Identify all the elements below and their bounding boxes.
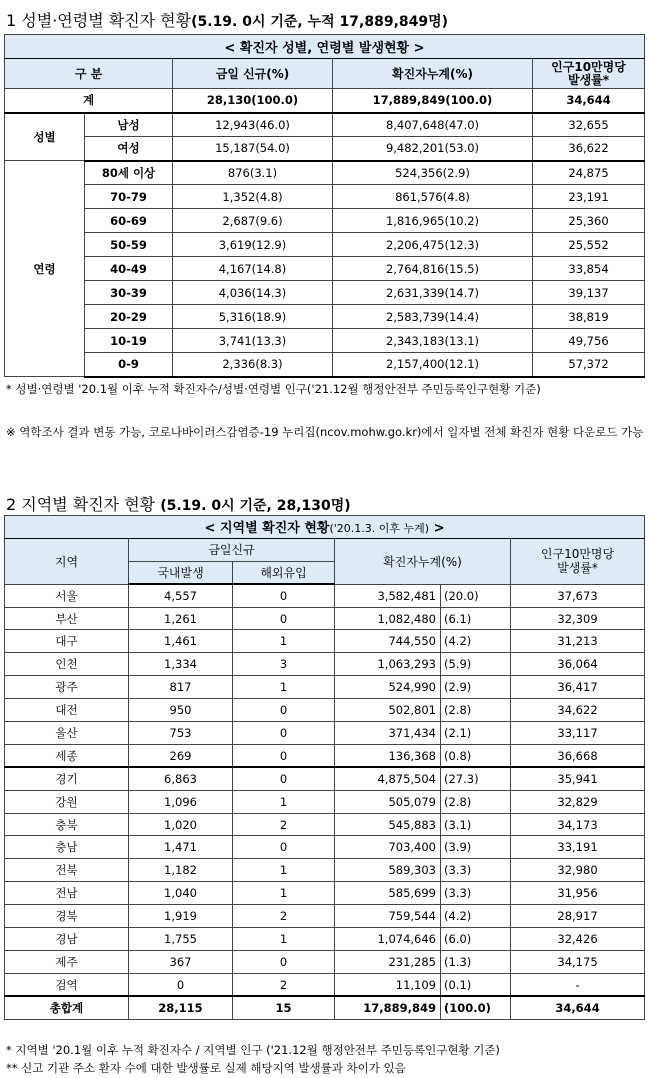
table-row — [5, 905, 645, 928]
row-region: 부산 — [5, 607, 129, 630]
row-cum: 1,074,646 — [335, 928, 441, 951]
table-caption-row — [5, 35, 645, 59]
table-header-row — [5, 538, 645, 561]
total-ovs: 15 — [233, 996, 335, 1019]
table-row — [5, 353, 645, 377]
gender-age-table — [4, 34, 645, 378]
row-cum: 8,407,648(47.0) — [333, 113, 533, 137]
section2-heading — [6, 492, 351, 515]
row-dom: 1,096 — [129, 790, 233, 813]
row-cum: 2,631,339(14.7) — [333, 281, 533, 305]
row-dom: 753 — [129, 722, 233, 745]
row-rate: 33,854 — [533, 257, 645, 281]
row-pct: (6.1) — [441, 607, 511, 630]
row-ovs: 1 — [233, 630, 335, 653]
row-rate: 31,213 — [511, 630, 645, 653]
table-row — [5, 722, 645, 745]
row-new: 2,687(9.6) — [173, 209, 333, 233]
row-dom: 1,461 — [129, 630, 233, 653]
header-region: 지역 — [5, 538, 129, 584]
row-cum: 703,400 — [335, 836, 441, 859]
section1-note2: ※ 역학조사 결과 변동 가능, 코로나바이러스감염증-19 누리집(ncov.mohw.go.kr)에서 일자별 전체 확진자 현황 다운로드 가능 — [6, 425, 644, 439]
row-rate: 37,673 — [511, 584, 645, 607]
row-cum: 744,550 — [335, 630, 441, 653]
table-row — [5, 859, 645, 882]
total-dom: 28,115 — [129, 996, 233, 1019]
table-row — [5, 584, 645, 607]
table-row — [5, 973, 645, 996]
row-pct: (3.1) — [441, 813, 511, 836]
total-row — [5, 996, 645, 1019]
row-rate: 35,941 — [511, 767, 645, 790]
table-row — [5, 209, 645, 233]
table-row — [5, 607, 645, 630]
row-pct: (2.8) — [441, 790, 511, 813]
table-row — [5, 161, 645, 185]
section1-number: 1 — [6, 11, 17, 30]
row-cum: 502,801 — [335, 699, 441, 722]
table-caption — [5, 516, 645, 539]
gender-group-label: 성별 — [5, 113, 85, 161]
row-rate: 57,372 — [533, 353, 645, 377]
row-label: 50-59 — [85, 233, 173, 257]
row-dom: 0 — [129, 973, 233, 996]
row-region: 검역 — [5, 973, 129, 996]
header-rate-line2: 발생률* — [567, 72, 610, 87]
table-row — [5, 928, 645, 951]
row-region: 전남 — [5, 882, 129, 905]
row-rate: 32,309 — [511, 607, 645, 630]
header-domestic: 국내발생 — [129, 561, 233, 584]
table-row — [5, 836, 645, 859]
row-cum: 4,875,504 — [335, 767, 441, 790]
header-rate — [511, 538, 645, 584]
row-ovs: 0 — [233, 950, 335, 973]
caption-sub: ('20.1.3. 이후 누계) — [329, 522, 430, 536]
row-rate: 34,173 — [511, 813, 645, 836]
row-pct: (6.0) — [441, 928, 511, 951]
table-row — [5, 329, 645, 353]
header-overseas: 해외유입 — [233, 561, 335, 584]
row-cum: 759,544 — [335, 905, 441, 928]
table-row — [5, 653, 645, 676]
row-dom: 817 — [129, 676, 233, 699]
section1-subtitle: (5.19. 0시 기준, 누적 17,889,849명) — [191, 14, 449, 30]
section2-title: 지역별 확진자 현황 — [21, 495, 156, 514]
table-row — [5, 767, 645, 790]
table-row — [5, 137, 645, 161]
row-label: 30-39 — [85, 281, 173, 305]
row-region: 경남 — [5, 928, 129, 951]
row-ovs: 0 — [233, 744, 335, 767]
row-rate: 49,756 — [533, 329, 645, 353]
header-category: 구 분 — [5, 59, 173, 89]
section2-subtitle: (5.19. 0시 기준, 28,130명) — [160, 498, 351, 514]
row-cum: 3,582,481 — [335, 584, 441, 607]
header-rate-line2: 발생률* — [557, 561, 598, 576]
row-cum: 9,482,201(53.0) — [333, 137, 533, 161]
row-new: 2,336(8.3) — [173, 353, 333, 377]
row-cum: 231,285 — [335, 950, 441, 973]
row-label: 10-19 — [85, 329, 173, 353]
region-rows — [5, 584, 645, 996]
section1-note1: * 성별·연령별 '20.1월 이후 누적 확진자수/성별·연령별 인구('21.12월 행정안전부 주민등록인구현황 기준) — [6, 382, 541, 396]
table-row — [5, 281, 645, 305]
table-row — [5, 699, 645, 722]
table-row — [5, 233, 645, 257]
row-pct: (27.3) — [441, 767, 511, 790]
row-label: 60-69 — [85, 209, 173, 233]
row-cum: 1,082,480 — [335, 607, 441, 630]
row-rate: 34,175 — [511, 950, 645, 973]
row-cum: 861,576(4.8) — [333, 185, 533, 209]
table-row — [5, 185, 645, 209]
section2-note2: ** 신고 기관 주소 환자 수에 대한 발생률로 실제 해당지역 발생률과 차이가 있음 — [6, 1061, 406, 1075]
caption-main: < 지역별 확진자 현황 — [204, 521, 330, 537]
row-cum: 2,764,816(15.5) — [333, 257, 533, 281]
row-rate: 25,360 — [533, 209, 645, 233]
row-region: 대전 — [5, 699, 129, 722]
row-rate: 28,917 — [511, 905, 645, 928]
section1-title: 성별·연령별 확진자 현황 — [21, 11, 192, 30]
table-row — [5, 882, 645, 905]
row-pct: (2.1) — [441, 722, 511, 745]
row-pct: (4.2) — [441, 630, 511, 653]
row-ovs: 1 — [233, 928, 335, 951]
row-region: 제주 — [5, 950, 129, 973]
row-cum: 545,883 — [335, 813, 441, 836]
row-dom: 1,755 — [129, 928, 233, 951]
row-new: 4,036(14.3) — [173, 281, 333, 305]
row-rate: 31,956 — [511, 882, 645, 905]
row-label: 40-49 — [85, 257, 173, 281]
row-dom: 950 — [129, 699, 233, 722]
row-rate: 34,622 — [511, 699, 645, 722]
total-pct: (100.0) — [441, 996, 511, 1019]
row-pct: (4.2) — [441, 905, 511, 928]
row-region: 대구 — [5, 630, 129, 653]
row-cum: 1,816,965(10.2) — [333, 209, 533, 233]
row-ovs: 0 — [233, 699, 335, 722]
row-region: 서울 — [5, 584, 129, 607]
table-row — [5, 790, 645, 813]
row-new: 3,619(12.9) — [173, 233, 333, 257]
row-pct: (5.9) — [441, 653, 511, 676]
row-new: 12,943(46.0) — [173, 113, 333, 137]
row-region: 인천 — [5, 653, 129, 676]
row-ovs: 2 — [233, 813, 335, 836]
row-dom: 1,020 — [129, 813, 233, 836]
section2-number: 2 — [6, 495, 17, 514]
total-new: 28,130(100.0) — [173, 89, 333, 113]
row-dom: 1,040 — [129, 882, 233, 905]
row-region: 충북 — [5, 813, 129, 836]
total-region: 총합계 — [5, 996, 129, 1019]
row-region: 광주 — [5, 676, 129, 699]
row-dom: 1,471 — [129, 836, 233, 859]
row-rate: 39,137 — [533, 281, 645, 305]
row-region: 경기 — [5, 767, 129, 790]
row-dom: 1,261 — [129, 607, 233, 630]
row-cum: 505,079 — [335, 790, 441, 813]
table-row — [5, 813, 645, 836]
header-rate-line1: 인구10만명당 — [540, 547, 615, 562]
row-rate: 33,191 — [511, 836, 645, 859]
row-rate: 36,417 — [511, 676, 645, 699]
row-region: 강원 — [5, 790, 129, 813]
header-cumulative: 확진자누계(%) — [335, 538, 511, 584]
table-row — [5, 744, 645, 767]
row-label: 20-29 — [85, 305, 173, 329]
header-new-today: 금일신규 — [129, 538, 335, 561]
row-pct: (2.8) — [441, 699, 511, 722]
header-rate — [533, 59, 645, 89]
total-cum: 17,889,849 — [335, 996, 441, 1019]
row-new: 4,167(14.8) — [173, 257, 333, 281]
row-cum: 1,063,293 — [335, 653, 441, 676]
row-dom: 1,334 — [129, 653, 233, 676]
header-cumulative: 확진자누계(%) — [333, 59, 533, 89]
row-cum: 589,303 — [335, 859, 441, 882]
row-cum: 2,206,475(12.3) — [333, 233, 533, 257]
row-rate: 32,829 — [511, 790, 645, 813]
row-new: 876(3.1) — [173, 161, 333, 185]
row-rate: 36,622 — [533, 137, 645, 161]
row-cum: 136,368 — [335, 744, 441, 767]
row-rate: 23,191 — [533, 185, 645, 209]
row-ovs: 1 — [233, 882, 335, 905]
row-new: 15,187(54.0) — [173, 137, 333, 161]
row-cum: 585,699 — [335, 882, 441, 905]
row-dom: 269 — [129, 744, 233, 767]
total-row — [5, 89, 645, 113]
row-label: 80세 이상 — [85, 161, 173, 185]
row-ovs: 0 — [233, 836, 335, 859]
row-rate: 32,426 — [511, 928, 645, 951]
row-cum: 11,109 — [335, 973, 441, 996]
header-new-today: 금일 신규(%) — [173, 59, 333, 89]
age-group-label: 연령 — [5, 161, 85, 377]
row-rate: 25,552 — [533, 233, 645, 257]
row-label: 70-79 — [85, 185, 173, 209]
row-ovs: 1 — [233, 676, 335, 699]
row-dom: 1,919 — [129, 905, 233, 928]
row-pct: (3.3) — [441, 882, 511, 905]
row-region: 충남 — [5, 836, 129, 859]
row-pct: (0.8) — [441, 744, 511, 767]
row-cum: 2,157,400(12.1) — [333, 353, 533, 377]
total-cum: 17,889,849(100.0) — [333, 89, 533, 113]
row-rate: - — [511, 973, 645, 996]
section2-note1: * 지역별 '20.1월 이후 누적 확진자수 / 지역별 인구 ('21.12월 행정안전부 주민등록인구현황 기준) — [6, 1043, 500, 1057]
total-rate: 34,644 — [511, 996, 645, 1019]
row-pct: (0.1) — [441, 973, 511, 996]
table-row — [5, 305, 645, 329]
row-rate: 32,980 — [511, 859, 645, 882]
row-label: 남성 — [85, 113, 173, 137]
row-label: 여성 — [85, 137, 173, 161]
row-label: 0-9 — [85, 353, 173, 377]
total-label: 계 — [5, 89, 173, 113]
table-caption: < 확진자 성별, 연령별 발생현황 > — [5, 35, 645, 59]
row-cum: 2,583,739(14.4) — [333, 305, 533, 329]
row-new: 5,316(18.9) — [173, 305, 333, 329]
total-rate: 34,644 — [533, 89, 645, 113]
row-cum: 371,434 — [335, 722, 441, 745]
row-region: 세종 — [5, 744, 129, 767]
row-cum: 524,990 — [335, 676, 441, 699]
row-rate: 38,819 — [533, 305, 645, 329]
row-pct: (1.3) — [441, 950, 511, 973]
row-ovs: 2 — [233, 973, 335, 996]
row-new: 3,741(13.3) — [173, 329, 333, 353]
section1-heading — [6, 8, 448, 31]
row-pct: (3.3) — [441, 859, 511, 882]
table-row — [5, 950, 645, 973]
region-table — [4, 515, 645, 1020]
row-rate: 36,064 — [511, 653, 645, 676]
header-rate-line1: 인구10만명당 — [551, 59, 626, 74]
row-ovs: 0 — [233, 584, 335, 607]
row-rate: 36,668 — [511, 744, 645, 767]
row-pct: (3.9) — [441, 836, 511, 859]
table-caption-row — [5, 516, 645, 539]
row-dom: 6,863 — [129, 767, 233, 790]
row-rate: 32,655 — [533, 113, 645, 137]
row-region: 울산 — [5, 722, 129, 745]
row-region: 경북 — [5, 905, 129, 928]
row-ovs: 0 — [233, 607, 335, 630]
row-region: 전북 — [5, 859, 129, 882]
row-dom: 4,557 — [129, 584, 233, 607]
row-dom: 367 — [129, 950, 233, 973]
table-row — [5, 630, 645, 653]
table-header-row — [5, 59, 645, 89]
row-ovs: 1 — [233, 790, 335, 813]
table-row — [5, 113, 645, 137]
table-row — [5, 257, 645, 281]
row-dom: 1,182 — [129, 859, 233, 882]
row-ovs: 0 — [233, 722, 335, 745]
table-row — [5, 676, 645, 699]
row-ovs: 2 — [233, 905, 335, 928]
row-new: 1,352(4.8) — [173, 185, 333, 209]
row-ovs: 1 — [233, 859, 335, 882]
row-ovs: 3 — [233, 653, 335, 676]
caption-end: > — [433, 521, 445, 537]
row-cum: 2,343,183(13.1) — [333, 329, 533, 353]
row-ovs: 0 — [233, 767, 335, 790]
row-cum: 524,356(2.9) — [333, 161, 533, 185]
row-pct: (2.9) — [441, 676, 511, 699]
row-pct: (20.0) — [441, 584, 511, 607]
row-rate: 24,875 — [533, 161, 645, 185]
row-rate: 33,117 — [511, 722, 645, 745]
